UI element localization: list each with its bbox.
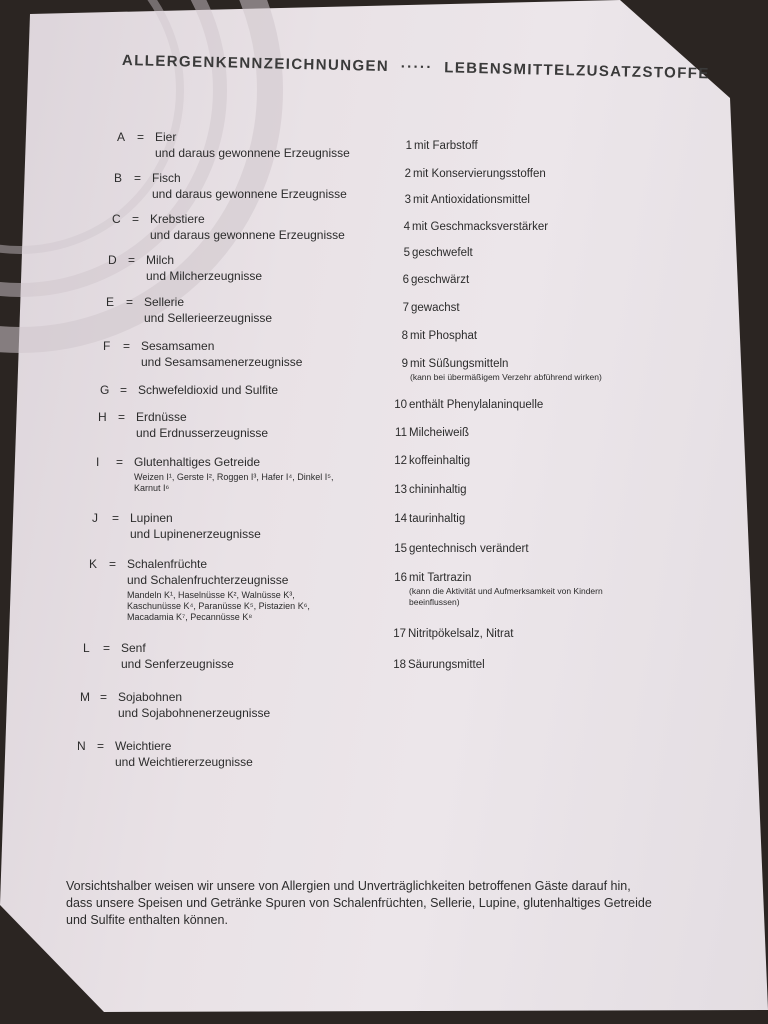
additive-label: koffeinhaltig	[409, 455, 471, 467]
additive-label: chininhaltig	[409, 484, 467, 496]
allergen-name: Weichtiere	[115, 739, 172, 753]
allergen-equals: =	[123, 339, 131, 353]
allergen-letter: G	[100, 383, 110, 397]
allergen-detail: und Senferzeugnisse	[121, 657, 234, 671]
additive-number: 17	[393, 628, 406, 640]
allergen-equals: =	[112, 511, 120, 525]
additive-number: 18	[393, 659, 406, 671]
allergen-title: ALLERGENKENNZEICHNUNGEN	[121, 52, 390, 76]
additive-number: 4	[403, 221, 410, 233]
allergen-name: Eier	[155, 130, 177, 144]
disclaimer-line: Vorsichtshalber weisen wir unsere von Allergien und Unverträglichkeiten betroffenen Gäste darauf hin,	[66, 879, 631, 893]
additive-number: 6	[402, 274, 409, 286]
additive-label: mit Phosphat	[410, 330, 478, 342]
allergen-letter: F	[103, 339, 111, 353]
additive-label: enthält Phenylalaninquelle	[409, 399, 544, 411]
additive-label: geschwärzt	[411, 274, 470, 286]
additive-label: taurinhaltig	[409, 513, 466, 525]
allergen-letter: L	[83, 641, 90, 655]
allergen-detail: und Milcherzeugnisse	[146, 269, 263, 283]
allergy-disclaimer	[66, 878, 706, 929]
additive-number: 7	[402, 302, 409, 314]
additive-label: geschwefelt	[412, 247, 473, 259]
allergen-detail: und daraus gewonnene Erzeugnisse	[155, 146, 350, 160]
allergen-equals: =	[137, 130, 145, 144]
additive-note: beeinflussen)	[409, 597, 460, 607]
allergen-name: Sellerie	[144, 295, 185, 309]
allergen-equals: =	[109, 557, 117, 571]
additive-label: gentechnisch verändert	[409, 543, 529, 555]
allergen-letter: J	[92, 511, 98, 525]
additive-label: gewachst	[411, 302, 460, 314]
allergen-note: Mandeln K¹, Haselnüsse K², Walnüsse K³,	[127, 590, 295, 600]
additive-label: mit Süßungsmitteln	[410, 358, 509, 370]
allergen-detail: und daraus gewonnene Erzeugnisse	[150, 228, 345, 242]
title-separator: ·····	[400, 58, 433, 77]
additive-number: 3	[404, 194, 411, 206]
additive-number: 8	[401, 330, 408, 342]
additive-number: 11	[395, 427, 407, 439]
allergen-detail: und Erdnusserzeugnisse	[136, 426, 269, 440]
additive-number: 1	[405, 140, 412, 152]
additive-number: 16	[394, 572, 407, 584]
additive-number: 5	[403, 247, 410, 259]
allergen-equals: =	[120, 383, 128, 397]
allergen-detail: und Sellerieerzeugnisse	[144, 311, 273, 325]
allergen-letter: K	[89, 557, 98, 571]
additive-label: mit Farbstoff	[414, 140, 478, 152]
disclaimer-line: dass unsere Speisen und Getränke Spuren von Schalenfrüchten, Sellerie, Lupine, glutenhaltiges Getreide	[66, 896, 652, 910]
allergen-equals: =	[116, 455, 124, 469]
additive-number: 13	[394, 484, 407, 496]
allergen-detail: und Sojabohnenerzeugnisse	[118, 706, 271, 720]
allergen-detail: und Weichtiererzeugnisse	[115, 755, 253, 769]
allergen-note: Karnut I⁶	[134, 483, 170, 493]
allergen-name: Lupinen	[130, 511, 173, 525]
allergen-detail: und Schalenfruchterzeugnisse	[127, 573, 289, 587]
allergen-detail: und Lupinenerzeugnisse	[130, 527, 261, 541]
additive-label: Säurungsmittel	[408, 659, 485, 671]
allergen-detail: und daraus gewonnene Erzeugnisse	[152, 187, 347, 201]
additive-number: 15	[394, 543, 407, 555]
additive-number: 14	[394, 513, 407, 525]
allergen-name: Schwefeldioxid und Sulfite	[138, 383, 279, 397]
allergen-letter: D	[108, 253, 117, 267]
additive-note: (kann bei übermäßigem Verzehr abführend wirken)	[410, 372, 602, 382]
additive-label: mit Tartrazin	[409, 572, 472, 584]
page-title	[122, 52, 710, 82]
allergen-letter: M	[80, 690, 90, 704]
allergen-equals: =	[100, 690, 108, 704]
allergen-name: Milch	[146, 253, 175, 267]
allergen-equals: =	[97, 739, 105, 753]
allergen-note: Kaschunüsse K⁴, Paranüsse K⁵, Pistazien K⁶,	[127, 601, 310, 611]
allergen-name: Glutenhaltiges Getreide	[134, 455, 261, 469]
allergen-letter: I	[96, 455, 100, 469]
allergen-equals: =	[118, 410, 126, 424]
disclaimer-line: und Sulfite enthalten können.	[66, 913, 228, 927]
allergen-letter: C	[112, 212, 121, 226]
allergen-name: Schalenfrüchte	[127, 557, 208, 571]
additive-label: mit Antioxidationsmittel	[413, 194, 530, 206]
allergen-equals: =	[134, 171, 142, 185]
additive-number: 12	[394, 455, 407, 467]
additive-label: mit Geschmacksverstärker	[412, 221, 549, 233]
additive-label: Milcheiweiß	[409, 427, 470, 439]
allergen-letter: H	[98, 410, 107, 424]
allergen-name: Fisch	[152, 171, 181, 185]
additive-number: 2	[404, 168, 411, 180]
allergen-letter: B	[114, 171, 123, 185]
additive-number: 10	[394, 399, 407, 411]
allergen-name: Erdnüsse	[136, 410, 187, 424]
additive-note: (kann die Aktivität und Aufmerksamkeit von Kindern	[409, 586, 603, 596]
allergen-name: Sojabohnen	[118, 690, 183, 704]
allergen-name: Senf	[121, 641, 146, 655]
allergen-equals: =	[132, 212, 140, 226]
allergen-name: Sesamsamen	[141, 339, 215, 353]
allergen-equals: =	[126, 295, 134, 309]
allergen-letter: E	[106, 295, 115, 309]
additive-label: Nitritpökelsalz, Nitrat	[408, 628, 514, 640]
allergen-letter: N	[77, 739, 86, 753]
additive-number: 9	[401, 358, 408, 370]
allergen-equals: =	[103, 641, 111, 655]
additive-label: mit Konservierungsstoffen	[413, 168, 546, 180]
allergen-name: Krebstiere	[150, 212, 205, 226]
allergen-note: Macadamia K⁷, Pecannüsse K⁸	[127, 612, 253, 622]
allergen-equals: =	[128, 253, 136, 267]
allergen-detail: und Sesamsamenerzeugnisse	[141, 355, 303, 369]
allergen-note: Weizen I¹, Gerste I², Roggen I³, Hafer I⁴, Dinkel I⁵,	[134, 472, 334, 482]
allergen-letter: A	[117, 130, 126, 144]
additives-title: LEBENSMITTELZUSATZSTOFFE	[444, 59, 710, 83]
